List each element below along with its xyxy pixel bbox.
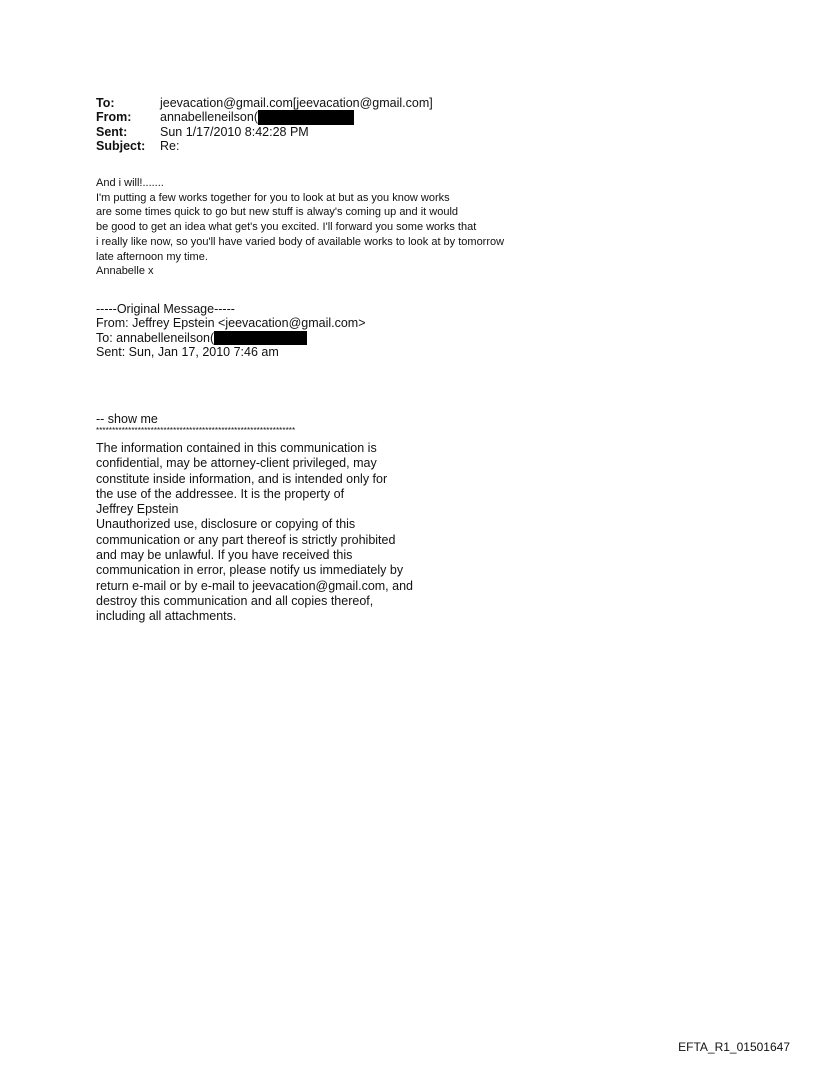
subject-label: Subject: [96,139,146,153]
body-line: be good to get an idea what get's you excited. I'll forward you some works that [96,221,477,234]
subject-value: Re: [160,139,180,153]
body-line: And i will!....... [96,177,164,189]
confidentiality-disclaimer [96,441,413,625]
disclaimer-line: communication or any part thereof is strictly prohibited [96,532,396,547]
document-id: EFTA_R1_01501647 [678,1040,790,1054]
original-from-line: From: Jeffrey Epstein <jeevacation@gmail.com> [96,316,366,331]
sent-value: Sun 1/17/2010 8:42:28 PM [160,125,309,139]
body-line: Annabelle x [96,265,154,278]
email-header [96,96,433,153]
body-line: i really like now, so you'll have varied body of available works to look at by tomorrow [96,235,505,248]
asterisk-divider: ************************************************************** [96,426,296,435]
body-line: are some times quick to go but new stuff is alway's coming up and it would [96,206,459,219]
original-message-separator: -----Original Message----- [96,302,235,316]
disclaimer-line: The information contained in this communication is [96,441,377,455]
original-message-header [96,302,366,359]
to-row [96,96,433,110]
from-value: annabelleneilson( [160,110,258,124]
redaction-box [258,110,354,125]
disclaimer-line: confidential, may be attorney-client privileged, may [96,456,377,471]
from-label: From: [96,110,132,124]
disclaimer-line: Jeffrey Epstein [96,502,179,517]
sent-label: Sent: [96,125,128,139]
disclaimer-line: communication in error, please notify us immediately by [96,563,404,578]
disclaimer-line: including all attachments. [96,609,237,624]
disclaimer-line: constitute inside information, and is intended only for [96,471,388,486]
original-to-line: To: annabelleneilson( [96,330,215,345]
message-body [96,176,504,279]
body-line: I'm putting a few works together for you to look at but as you know works [96,191,450,204]
to-value: jeevacation@gmail.com[jeevacation@gmail.com] [160,96,433,110]
disclaimer-line: Unauthorized use, disclosure or copying of this [96,517,356,532]
disclaimer-line: the use of the addressee. It is the property of [96,486,345,501]
from-row [96,110,433,125]
original-body-text: -- show me [96,412,158,426]
disclaimer-line: destroy this communication and all copies thereof, [96,593,374,608]
redaction-box [214,331,307,345]
subject-row [96,139,433,153]
to-label: To: [96,96,115,110]
sent-row [96,125,433,139]
body-line: late afternoon my time. [96,250,208,263]
disclaimer-line: return e-mail or by e-mail to jeevacation@gmail.com, and [96,578,413,593]
original-sent-line: Sent: Sun, Jan 17, 2010 7:46 am [96,344,279,359]
original-to-row [96,331,366,345]
disclaimer-line: and may be unlawful. If you have received this [96,548,353,563]
